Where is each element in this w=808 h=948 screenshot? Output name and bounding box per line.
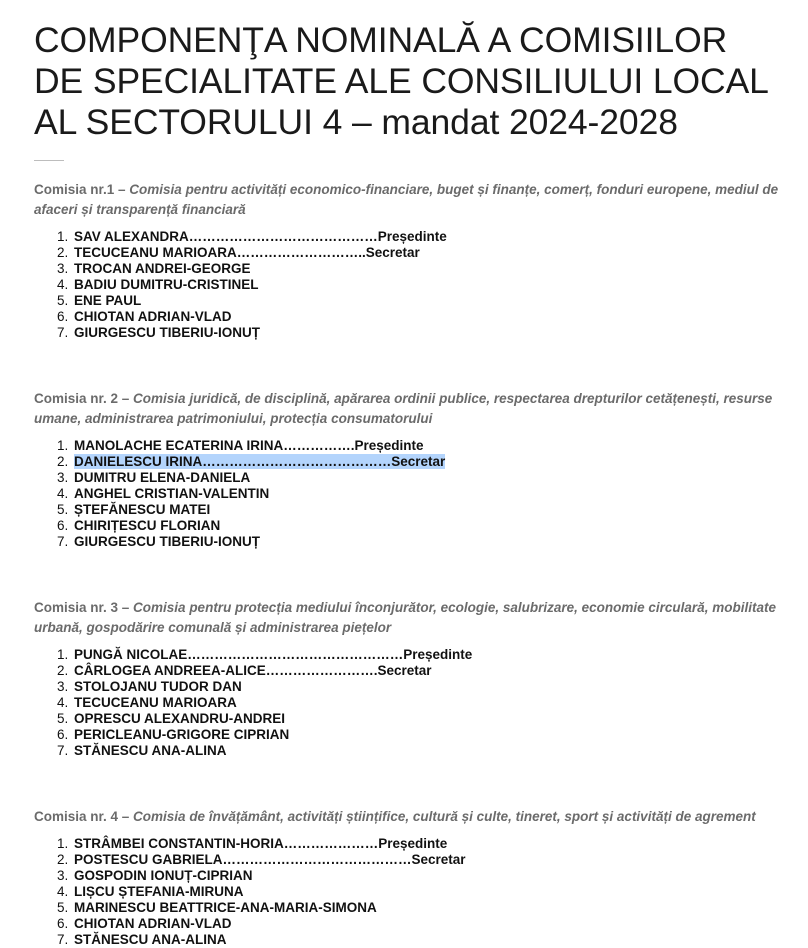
list-item <box>57 695 804 711</box>
list-item <box>57 663 804 679</box>
list-item <box>57 647 804 663</box>
list-item <box>57 932 804 948</box>
commission-4 <box>34 807 804 948</box>
list-number: 7. <box>57 325 69 340</box>
member-name: SAV ALEXANDRA……………………………………Președinte <box>74 229 447 244</box>
list-item <box>57 518 804 534</box>
list-number: 1. <box>57 229 69 244</box>
list-item <box>57 470 804 486</box>
list-number: 7. <box>57 534 69 549</box>
member-name: TECUCEANU MARIOARA <box>74 695 237 710</box>
commission-title <box>34 389 804 429</box>
list-number: 5. <box>57 293 69 308</box>
list-item <box>57 836 804 852</box>
list-item <box>57 884 804 900</box>
list-number: 1. <box>57 438 69 453</box>
member-name: CHIOTAN ADRIAN-VLAD <box>74 916 232 931</box>
section-spacer <box>34 759 804 807</box>
list-number: 6. <box>57 518 69 533</box>
list-number: 2. <box>57 245 69 260</box>
commission-title <box>34 598 804 638</box>
member-name: ANGHEL CRISTIAN-VALENTIN <box>74 486 270 501</box>
commission-3 <box>34 598 804 759</box>
commission-label: Comisia nr. 4 – <box>34 809 134 824</box>
list-number: 3. <box>57 470 69 485</box>
list-item <box>57 454 804 470</box>
list-item <box>57 229 804 245</box>
member-name: GOSPODIN IONUȚ-CIPRIAN <box>74 868 253 883</box>
list-item <box>57 916 804 932</box>
list-item <box>57 743 804 759</box>
list-item <box>57 309 804 325</box>
commission-description: Comisia de învățământ, activități științifice, cultură și culte, tineret, sport și activități de agrement <box>133 809 756 824</box>
list-number: 3. <box>57 868 69 883</box>
member-name: STĂNESCU ANA-ALINA <box>74 932 227 947</box>
list-number: 4. <box>57 695 69 710</box>
member-name: STRÂMBEI CONSTANTIN-HORIA…………………Președinte <box>74 836 448 851</box>
page-title <box>34 20 804 143</box>
member-name: CHIOTAN ADRIAN-VLAD <box>74 309 232 324</box>
member-name: PUNGĂ NICOLAE…………………………………………Președinte <box>74 647 473 662</box>
member-list <box>34 438 804 550</box>
member-name: CÂRLOGEA ANDREEA-ALICE…………………….Secretar <box>74 663 432 678</box>
list-number: 4. <box>57 884 69 899</box>
list-number: 1. <box>57 647 69 662</box>
section-spacer <box>34 341 804 389</box>
section-spacer <box>34 550 804 598</box>
member-name: GIURGESCU TIBERIU-IONUȚ <box>74 325 261 340</box>
commission-2 <box>34 389 804 550</box>
page-title-line-2: DE SPECIALITATE ALE CONSILIULUI LOCAL <box>34 61 769 101</box>
member-name: TECUCEANU MARIOARA………………………..Secretar <box>74 245 420 260</box>
list-number: 2. <box>57 454 69 469</box>
member-list <box>34 229 804 341</box>
list-number: 1. <box>57 836 69 851</box>
list-item <box>57 486 804 502</box>
selected-member-name[interactable]: DANIELESCU IRINA……………………………………Secretar <box>74 454 446 469</box>
list-number: 4. <box>57 277 69 292</box>
list-item <box>57 727 804 743</box>
commission-label: Comisia nr. 3 – <box>34 600 134 615</box>
member-name: STOLOJANU TUDOR DAN <box>74 679 242 694</box>
member-name: BADIU DUMITRU-CRISTINEL <box>74 277 259 292</box>
commission-label: Comisia nr. 2 – <box>34 391 134 406</box>
member-name: CHIRIȚESCU FLORIAN <box>74 518 221 533</box>
commission-label: Comisia nr.1 – <box>34 182 130 197</box>
list-number: 3. <box>57 261 69 276</box>
document-page <box>34 20 804 948</box>
list-item <box>57 245 804 261</box>
list-number: 4. <box>57 486 69 501</box>
member-name: OPRESCU ALEXANDRU-ANDREI <box>74 711 286 726</box>
member-list <box>34 647 804 759</box>
member-name: STĂNESCU ANA-ALINA <box>74 743 227 758</box>
list-item <box>57 534 804 550</box>
list-item <box>57 502 804 518</box>
member-name: ȘTEFĂNESCU MATEI <box>74 502 211 517</box>
list-item <box>57 679 804 695</box>
commission-description: Comisia juridică, de disciplină, apărarea ordinii publice, respectarea drepturilor cetățenești, resurse umane, administrarea patrimoniului, protecția consumatorului <box>34 391 773 426</box>
list-number: 7. <box>57 743 69 758</box>
list-number: 6. <box>57 309 69 324</box>
list-item <box>57 438 804 454</box>
member-name: MANOLACHE ECATERINA IRINA…………….Președinte <box>74 438 424 453</box>
list-number: 2. <box>57 663 69 678</box>
list-item <box>57 325 804 341</box>
member-name: POSTESCU GABRIELA……………………………………Secretar <box>74 852 466 867</box>
commission-title <box>34 807 804 827</box>
member-name: ENE PAUL <box>74 293 142 308</box>
member-list <box>34 836 804 948</box>
list-number: 5. <box>57 900 69 915</box>
list-item <box>57 711 804 727</box>
page-title-line-3: AL SECTORULUI 4 – mandat 2024-2028 <box>34 102 678 142</box>
list-item <box>57 900 804 916</box>
list-number: 3. <box>57 679 69 694</box>
list-number: 5. <box>57 502 69 517</box>
list-item <box>57 293 804 309</box>
list-number: 6. <box>57 916 69 931</box>
list-number: 6. <box>57 727 69 742</box>
member-name: PERICLEANU-GRIGORE CIPRIAN <box>74 727 290 742</box>
title-divider <box>34 160 64 161</box>
list-number: 2. <box>57 852 69 867</box>
member-name: TROCAN ANDREI-GEORGE <box>74 261 251 276</box>
list-item <box>57 277 804 293</box>
member-name: GIURGESCU TIBERIU-IONUȚ <box>74 534 261 549</box>
list-item <box>57 868 804 884</box>
member-name: MARINESCU BEATTRICE-ANA-MARIA-SIMONA <box>74 900 377 915</box>
page-title-line-1: COMPONENŢA NOMINALĂ A COMISIILOR <box>34 20 728 60</box>
commission-description: Comisia pentru protecția mediului înconjurător, ecologie, salubrizare, economie circulară, mobilitate urbană, gospodărire comunală și administrarea piețelor <box>34 600 776 635</box>
list-number: 5. <box>57 711 69 726</box>
member-name: DUMITRU ELENA-DANIELA <box>74 470 251 485</box>
list-item <box>57 261 804 277</box>
member-name: LIȘCU ȘTEFANIA-MIRUNA <box>74 884 244 899</box>
commission-1 <box>34 180 804 341</box>
list-number: 7. <box>57 932 69 947</box>
commission-title <box>34 180 804 220</box>
commission-description: Comisia pentru activități economico-financiare, buget și finanțe, comerț, fonduri europene, mediul de afaceri și transparență financiară <box>34 182 779 217</box>
list-item <box>57 852 804 868</box>
